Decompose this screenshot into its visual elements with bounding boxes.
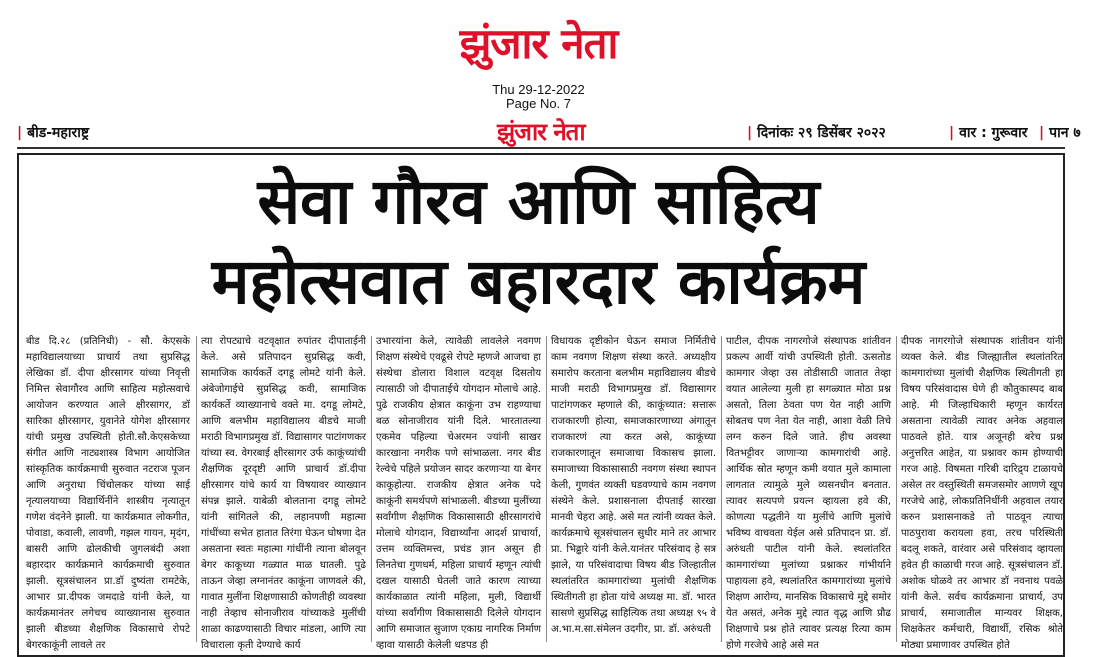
column-divider	[196, 336, 197, 642]
masthead	[0, 0, 1077, 115]
article-column-1	[26, 334, 190, 651]
column-divider	[546, 336, 547, 642]
newspaper-logo: झुंजार नेता	[459, 19, 618, 68]
article-paragraph: बीड दि.२८ (प्रतिनिधी) - सौ. केएसके महाविद्यालयाच्या प्राचार्य तथा सुप्रसिद्ध लेखिका डॉ. दीपा क्षीरसागर यांच्या निवृत्ती निमित्त सेवागौरव आणि साहित्य महोत्सवाचे आयोजन करण्यात आले क्षीरसागर, डॉ सारिका क्षीरसागर, युवानेते योगेश क्षीरसागर यांची प्रमुख उपस्थिती होती.सौ.केएसकेच्या संगीत आणि नाट्यशास्त्र विभाग आयोजित सांस्कृतिक कार्यक्रमाची सुरुवात नटराज पूजन आणि अनुराधा चिंचोलकर यांच्या साई नृत्यालयाच्या विद्यार्थिनींने शास्त्रीय नृत्यातून गणेश वंदनेने झाली. या कार्यक्रमात लोकगीत, पोवाडा, कवाली, लावणी, गझल गायन, मृदंग, बासरी आणि ढोलकीची जुगलबंदी अशा बहारदार कार्यक्रमाने कार्यक्रमाची सुरुवात झाली. सूत्रसंचालन प्रा.डॉ दुष्यंता रामटेके, आभार प्रा.दीपक जमदाडे यांनी केले, या कार्यक्रमानंतर लगेचच व्याख्यानास सुरुवात झाली बीडच्या शैक्षणिक विकासाचे रोपटे बेगरकाकूंनी लावले तर	[26, 336, 190, 651]
edition-date: Thu 29-12-2022	[492, 82, 585, 97]
location-label: | बीड-महाराष्ट्र	[17, 125, 90, 141]
article-column-5	[726, 334, 891, 651]
separator-icon: |	[949, 125, 955, 141]
header-page: | पान ७	[1039, 125, 1081, 141]
page-number: Page No. 7	[505, 96, 572, 111]
column-divider	[721, 336, 722, 642]
article-paragraph: विधायक दृष्टीकोन घेऊन समाज निर्मितीचे काम नवगण शिक्षण संस्था करते. अध्यक्षीय समारोप करताना बलभीम महाविद्यालय बीडचे माजी मराठी विभागप्रमुख डॉ. विद्यासागर पाटांगणकर म्हणाले की, काकूंच्यात: सत्तारू राजकारणी होत्या, समाजकारणाच्या अंगातून राजकारणं त्या करत असे, काकूंच्या राजकारणातून समाजाचा विकासच झाला. समाजाच्या विकासासाठी नवगण संस्था स्थापन केली, गुणवंत व्यक्ती घडवण्याचे काम नवगण संस्थेने केले. प्रशासनाला दीपताई सारखा मानवी चेहरा आहे. असे मत त्यांनी व्यक्त केले. कार्यक्रमाचे सूत्रसंचालन सुधीर माने तर आभार प्रा. भिढ्ढारे यांनी केले.यानंतर परिसंवाद हे सत्र झाले, या परिसंवादाचा विषय बीड जिल्हातील स्थलांतरित कामगारांच्या मुलांची शैक्षणिक स्थितीगती हा होता यांचे अध्यक्ष मा. डॉ. भारत सासणे सुप्रसिद्ध साहित्यिक तथा अध्यक्ष ९५ वे अ.भा.म.सा.संमेलन उदगीर, प्रा. डॉ. अरुंधती	[551, 336, 716, 635]
header-date: | दिनांकः २९ डिसेंबर २०२२	[747, 125, 886, 141]
article-paragraph: दीपक नागरगोजे संस्थापक शांतीवन यांनी व्यक्त केले. बीड जिल्ह्यातील स्थलांतरित कामगारांच्या मुलांची शैक्षणिक स्थितीगती हा विषय परिसंवादास घेणे ही कौतुकास्पद बाब आहे. मी जिल्हाधिकारी म्हणून कार्यरत असताना त्यावेळी त्यावर अनेक अहवाल पाठवले होते. यात्र अजूनही बरेच प्रश्न अनुत्तरित आहेत, या प्रश्नावर काम होण्याची गरज आहे. विषमता गरिबी दारिद्र्य टाळायचे असेल तर वस्तुस्थिती समजसमोर आणणे खूप गरजेचे आहे, लोकप्रतिनिधींनी अहवाल तयार करुन प्रशासनाकडे तो पाठवून त्याचा पाठपुरावा करायला हवा, तरच परिस्थिती बदलू शकते, वारंवार असे परिसंवाद व्हायला हवेत ही काळाची गरज आहे. सूत्रसंचालन डॉ. अशोक घोळवे तर आभार डॉ नवनाथ पवळे यांनी केले. सर्वच कार्यक्रमाना प्राचार्य, उप प्राचार्य, समाजातील मान्यवर शिक्षक, शिक्षकेतर कर्मचारी, विद्यार्थी, रसिक श्रोते मोठ्या प्रमाणावर उपस्थित होते	[901, 336, 1063, 651]
article-column-2	[201, 334, 366, 651]
separator-icon: |	[1039, 125, 1045, 141]
headline-line-2: महोत्सवात बहारदार कार्यक्रम	[211, 245, 866, 318]
article-paragraph: पाटील, दीपक नागरगोजे संस्थापक शांतीवन प्रकल्प आर्वी यांची उपस्थिती होती. ऊसतोड कामगार जेव्हा उस तोडीसाठी जातात तेव्हा वयात आलेल्या मुली हा सगळ्यात मोठा प्रश्न असतो, तिला ठेवता पण येत नाही आणि सोबतच पण नेता येत नाही, आशा वेळी तिचे लग्न करुन दिले जाते. हीच अवस्था वितभट्टीवर जाणाऱ्या कामगारांची आहे. आर्थिक स्रोत म्हणून कमी वयात मुले कामाला लागतात त्यामुळे मुले व्यसनधीन बनतात. त्यावर सत्यपणे प्रयत्न व्हायला हवे की, कोणत्या पद्धतीने या मुलींचे आणि मुलांचे भविष्य वाचवता येईल असे प्रतिपादन प्रा. डॉ. अरुंधती पाटील यांनी केले. स्थलांतरित कामगारांच्या मुलांच्या प्रश्नाकर गांभीर्याने पाहायला हवे, स्थलांतरित कामगारांच्या मुलांचे शिक्षण आरोग्य, मानसिक विकासाचे मुद्दे समोर येत असतं, अनेक मुद्दे त्यात वृद्ध आणि प्रौढ शिक्षणाचे प्रश्न होते त्यावर प्रत्यक्ष रित्या काम होणे गरजेचे आहे असे मत	[726, 336, 891, 651]
article-paragraph: उभारयांना केले, त्यावेळी लावलेले नवगण शिक्षण संस्थेचे एवढूसे रोपटे म्हणजे आजचा हा संस्थेचा डोलारा विशाल वटवृक्ष दिसतोय त्यासाठी जो दीपाताईचे योगदान मोलाचे आहे. पुढे राजकीय क्षेत्रात काकूंना उभ राहण्याचा बळ सोनाजीराव यांनी दिले. भारतातल्या एकमेव पहिल्या चेअरमन ज्यांनी साखर कारखाना नगरीक पणे सांभाळला. नगर बीड रेल्वेचे पहिले प्रयोजन सादर करणाऱ्या या बेगर काकूहोत्या. राजकीय क्षेत्रात अनेक पदे काकूंनी समर्थपणे सांभाळली. बीडच्या मुलींच्या सर्वांगीण शैक्षणिक विकासासाठी क्षीरसागरांचे मोलाचे योगदान, विद्यार्थ्यांना आदर्श प्राचार्या, उत्तम व्यक्तिमत्त्व, प्रचंड ज्ञान असून ही लिनतेचा गुणधर्म, महिला प्राचार्य म्हणून त्यांची दखल यासाठी घेतली जाते कारण त्याच्या कार्यकाळात त्यांनी महिला, मुली, विद्यार्थी यांच्या सर्वांगीण विकासासाठी दिलेले योगदान आणि समाजात सुजाण एकाग्र नागरिक निर्माण व्हावा यासाठी केलेली धडपड ही	[376, 336, 541, 651]
separator-icon: |	[17, 125, 23, 141]
header-day: | वार : गुरूवार	[949, 125, 1028, 141]
article-column-6	[901, 334, 1063, 651]
separator-icon: |	[747, 125, 753, 141]
article-column-4	[551, 334, 716, 646]
article-paragraph: त्या रोपट्याचे वटवृक्षात रुपांतर दीपाताईनी केले. असे प्रतिपादन सुप्रसिद्ध कवी, सामाजिक कार्यकर्ते दगडू लोमटे यांनी केले. अंबेजोगाईचे सुप्रसिद्ध कवी, सामाजिक कार्यकर्ते व्याख्यानाचे वक्ते मा. दगडू लोमटे, आणि बलभीम महाविद्यालय बीडचे माजी मराठी विभागप्रमुख डॉ. विद्यासागर पाटांगणकर यांच्या स्व. वेगरबाई क्षीरसागर उर्फ काकूंच्यांची शैक्षणिक दूरदृष्टी आणि प्राचार्य डॉ.दीपा क्षीरसागर यांचे कार्य या विषयावर व्याख्यान संपन्न झाले. याबेळी बोलताना दगडू लोमटे यांनी सांगितले की, लहानपणी महात्मा गांधींच्या सभेत हातात तिरंगा घेऊन घोषणा देत असताना स्वतः महात्मा गांधींनी त्याना बोलवून बेगर काकूच्या गळ्यात माळ घातली. पुढे ताऊन जेव्हा लग्नानंतर काकूंना जाणवले की, गावात मुलींना शिक्षणासाठी कोणतीही व्यवस्था नाही तेव्हाच सोनाजीराव यांच्याकडे मुलींची शाळा काढण्यासाठी विचार मांडला, आणि त्या विचाराला कृती देण्याचे कार्य	[201, 336, 366, 651]
column-divider	[371, 336, 372, 642]
article-column-3	[376, 334, 541, 651]
header-logo: झुंजार नेता	[497, 118, 585, 146]
headline-line-1: सेवा गौरव आणि साहित्य	[257, 165, 820, 238]
column-divider	[896, 336, 897, 642]
page-header-bar	[17, 118, 1081, 149]
